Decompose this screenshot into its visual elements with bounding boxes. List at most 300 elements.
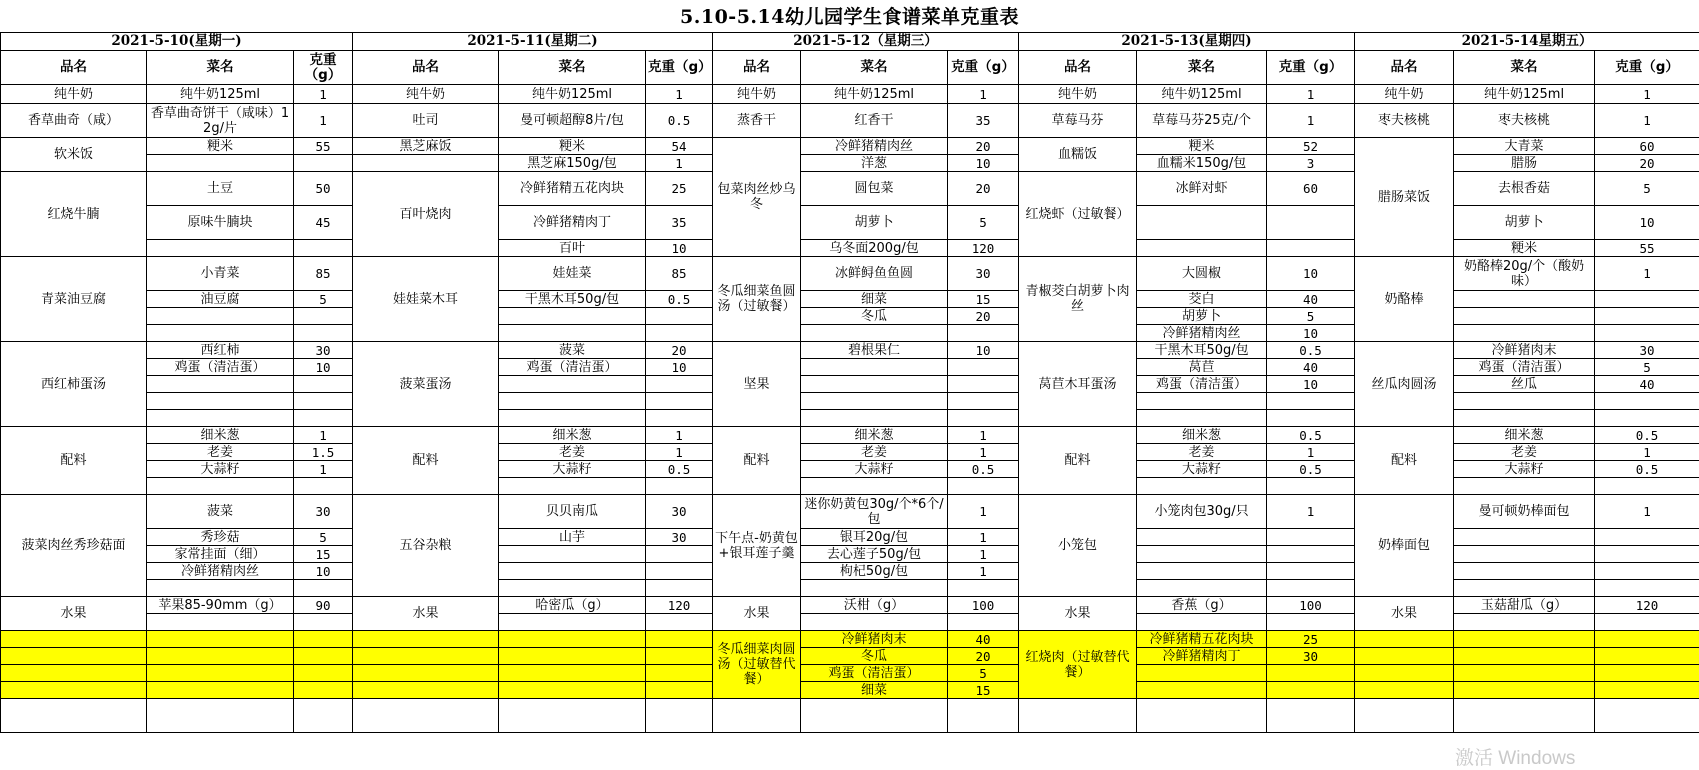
ingredient-cell [147,410,294,427]
dish-name-cell: 奶酪棒 [1355,257,1454,342]
weight-cell [1267,478,1355,495]
weight-cell [1595,325,1699,342]
weight-cell [1267,580,1355,597]
dish-header: 品名 [353,51,499,85]
ingredient-cell: 土豆 [147,172,294,206]
dish-name-cell [1019,699,1137,733]
dish-name-cell: 配料 [1355,427,1454,495]
weight-cell [948,410,1019,427]
ingredient-cell: 油豆腐 [147,291,294,308]
ingredient-cell: 细菜 [801,291,948,308]
ingredient-cell: 玉菇甜瓜（g） [1454,597,1595,614]
ingredient-cell [1137,240,1267,257]
dish-name-cell: 草莓马芬 [1019,104,1137,138]
weight-cell: 10 [948,342,1019,359]
weight-cell [948,359,1019,376]
weight-cell: 30 [646,529,713,546]
weight-cell: 100 [1267,597,1355,614]
weight-cell: 25 [646,172,713,206]
weight-cell [1267,410,1355,427]
weight-cell: 1 [948,85,1019,104]
ingredient-cell [499,563,646,580]
ingredient-cell [499,631,646,648]
dish-name-cell: 水果 [713,597,801,631]
ingredient-cell: 大蒜籽 [1137,461,1267,478]
weight-cell: 1.5 [294,444,353,461]
ingredient-cell [147,393,294,410]
weight-cell: 5 [294,291,353,308]
ingredient-cell: 圆包菜 [801,172,948,206]
weight-cell [646,631,713,648]
dish-header: 品名 [1,51,147,85]
weight-cell: 5 [948,206,1019,240]
ingredient-cell: 老姜 [147,444,294,461]
table-row [1,682,1699,699]
weight-cell: 5 [294,529,353,546]
ingredient-cell: 娃娃菜 [499,257,646,291]
ingredient-cell: 纯牛奶125ml [499,85,646,104]
weight-cell [948,393,1019,410]
ingredient-cell [499,325,646,342]
dish-name-cell: 蒸香干 [713,104,801,138]
dish-name-cell: 水果 [1,597,147,631]
weight-cell: 20 [948,172,1019,206]
weight-cell: 1 [1595,495,1699,529]
ingredient-cell: 冬瓜 [801,648,948,665]
weight-cell: 1 [1267,495,1355,529]
dish-name-cell [353,699,499,733]
ingredient-cell: 细米葱 [1454,427,1595,444]
weight-cell: 1 [1595,104,1699,138]
ingredient-cell [294,155,353,172]
ingredient-cell: 小笼肉包30g/只 [1137,495,1267,529]
ingredient-cell [499,614,646,631]
weight-cell [1267,206,1355,240]
weight-cell: 1 [646,427,713,444]
ingredient-cell [1137,393,1267,410]
table-row [1,427,1699,444]
weight-cell [1595,682,1699,699]
ingredient-cell [1454,546,1595,563]
ingredient-cell [1137,563,1267,580]
ingredient-cell: 奶酪棒20g/个（酸奶味） [1454,257,1595,291]
dish-name-cell: 纯牛奶 [1,85,147,104]
weight-cell: 40 [1595,376,1699,393]
dish-name-cell [353,648,499,665]
weight-cell: 120 [1595,597,1699,614]
dish-name-cell [1355,699,1454,733]
ingredient-cell [1454,614,1595,631]
ingredient-cell [1454,648,1595,665]
weight-cell [294,614,353,631]
ingredient-cell [147,240,294,257]
weight-cell: 40 [948,631,1019,648]
table-row [1,495,1699,529]
dish-name-cell: 黑芝麻饭 [353,138,499,155]
dish-name-cell: 冬瓜细菜鱼圆汤（过敏餐） [713,257,801,342]
weight-header: 克重（g） [646,51,713,85]
ingredient-cell: 胡萝卜 [1137,308,1267,325]
dish-name-cell: 青椒茭白胡萝卜肉丝 [1019,257,1137,342]
ingredient-cell [801,478,948,495]
weight-header: 克重（g） [1267,51,1355,85]
dish-name-cell: 丝瓜肉圆汤 [1355,342,1454,427]
ingredient-cell [1137,546,1267,563]
dish-header: 品名 [713,51,801,85]
dish-name-cell: 配料 [1,427,147,495]
ingredient-cell: 干黑木耳50g/包 [1137,342,1267,359]
ingredient-cell: 原味牛腩块 [147,206,294,240]
weight-cell: 1 [646,155,713,172]
ingredient-cell [1454,580,1595,597]
weight-cell: 55 [1595,240,1699,257]
weight-cell [1595,631,1699,648]
weight-cell [294,393,353,410]
weight-cell [1267,529,1355,546]
weight-cell [1595,699,1699,733]
weight-cell: 10 [646,240,713,257]
ingredient-cell [1137,580,1267,597]
weight-cell [1267,665,1355,682]
weight-cell: 10 [294,563,353,580]
ingredient-cell [801,376,948,393]
ingredient-cell [147,631,294,648]
weight-cell: 20 [948,308,1019,325]
ingredient-cell: 黑芝麻150g/包 [499,155,646,172]
weight-cell [1267,682,1355,699]
weight-cell: 1 [1267,444,1355,461]
ingredient-cell: 去根香菇 [1454,172,1595,206]
page-title: 5.10-5.14幼儿园学生食谱菜单克重表 [0,0,1699,32]
dish-name-cell: 包菜肉丝炒乌冬 [713,138,801,257]
dish-name-cell [1355,682,1454,699]
ingredient-cell: 丝瓜 [1454,376,1595,393]
weight-cell: 120 [948,240,1019,257]
ingredient-cell: 冷鲜猪肉末 [801,631,948,648]
ingredient-cell: 菠菜 [147,495,294,529]
weight-cell [294,410,353,427]
weight-cell: 10 [1267,325,1355,342]
dish-name-cell: 小笼包 [1019,495,1137,597]
weight-cell: 25 [1267,631,1355,648]
dish-name-cell: 五谷杂粮 [353,495,499,597]
dish-name-cell: 香草曲奇（咸） [1,104,147,138]
ingredient-cell: 贝贝南瓜 [499,495,646,529]
ingredient-cell [801,359,948,376]
weight-cell [1595,478,1699,495]
weight-cell [353,155,499,172]
weight-cell [1595,563,1699,580]
weight-cell: 20 [948,138,1019,155]
weight-cell: 30 [1267,648,1355,665]
weight-cell: 3 [1267,155,1355,172]
dish-name-cell: 莴苣木耳蛋汤 [1019,342,1137,427]
weight-cell: 20 [1595,155,1699,172]
weight-cell [948,614,1019,631]
ingredient-cell: 纯牛奶125ml [1137,85,1267,104]
ingredient-cell: 乌冬面200g/包 [801,240,948,257]
ingredient-cell: 冷鲜猪精肉丝 [801,138,948,155]
weight-cell [646,546,713,563]
weight-cell: 85 [294,257,353,291]
weight-cell: 1 [646,444,713,461]
weight-cell: 20 [646,342,713,359]
dish-header: 品名 [1019,51,1137,85]
ingredient-cell: 枸杞50g/包 [801,563,948,580]
weight-cell [646,325,713,342]
ingredient-cell: 苹果85-90mm（g） [147,597,294,614]
ingredient-cell: 鸡蛋（清洁蛋） [499,359,646,376]
table-row [1,631,1699,648]
menu-table [0,32,1699,733]
ingredient-cell [1137,682,1267,699]
dish-name-cell [1,648,147,665]
ingredient-cell: 大圆椒 [1137,257,1267,291]
ingredient-cell [147,580,294,597]
ingredient-cell: 冷鲜猪精肉丝 [1137,325,1267,342]
weight-cell: 10 [1267,376,1355,393]
ingredient-cell [499,308,646,325]
ingredient-cell: 鸡蛋（清洁蛋） [1454,359,1595,376]
weight-cell: 30 [294,495,353,529]
ingredient-cell: 香蕉（g） [1137,597,1267,614]
weight-cell: 1 [948,495,1019,529]
ingredient-cell: 粳米 [499,138,646,155]
ingredient-cell: 哈密瓜（g） [499,597,646,614]
dish-name-cell: 冬瓜细菜肉圆汤（过敏替代餐） [713,631,801,699]
weight-cell: 1 [948,427,1019,444]
weight-cell [646,410,713,427]
dish-name-cell: 吐司 [353,104,499,138]
weight-cell: 40 [1267,291,1355,308]
dish-name-cell: 纯牛奶 [1355,85,1454,104]
dish-name-cell: 水果 [1355,597,1454,631]
ingredient-cell [1137,478,1267,495]
weight-cell [1595,291,1699,308]
weight-cell: 1 [1267,104,1355,138]
weight-cell [646,580,713,597]
weight-cell [948,580,1019,597]
ingredient-cell [147,699,294,733]
weight-cell [294,240,353,257]
weight-cell [294,580,353,597]
weight-cell [948,325,1019,342]
ingredient-cell: 大蒜籽 [147,461,294,478]
ingredient-cell [499,478,646,495]
weight-cell [948,699,1019,733]
dish-name-cell: 水果 [353,597,499,631]
dish-name-cell [353,665,499,682]
dish-name-cell [1355,631,1454,648]
dish-name-cell: 红烧肉（过敏替代餐） [1019,631,1137,699]
ingredient-cell [499,546,646,563]
weight-cell: 85 [646,257,713,291]
dish-name-cell [1,699,147,733]
ingredient-cell: 洋葱 [801,155,948,172]
item-header: 菜名 [801,51,948,85]
ingredient-cell [147,648,294,665]
weight-cell: 5 [1267,308,1355,325]
table-row [1,665,1699,682]
dish-name-cell [713,699,801,733]
ingredient-cell: 老姜 [1137,444,1267,461]
weight-cell: 15 [948,682,1019,699]
ingredient-cell: 细米葱 [147,427,294,444]
weight-cell: 10 [948,155,1019,172]
weight-cell [1267,563,1355,580]
weight-cell: 0.5 [1595,427,1699,444]
weight-cell: 35 [646,206,713,240]
ingredient-cell [499,682,646,699]
weight-cell [1267,699,1355,733]
weight-cell: 1 [1595,257,1699,291]
weight-cell: 30 [646,495,713,529]
ingredient-cell [499,648,646,665]
ingredient-cell: 菠菜 [499,342,646,359]
weight-cell [1595,410,1699,427]
windows-activation-watermark: 激活 Windows [1455,743,1575,770]
weight-cell [1595,529,1699,546]
ingredient-cell [147,682,294,699]
weight-cell: 52 [1267,138,1355,155]
weight-cell: 1 [294,104,353,138]
dish-name-cell: 红烧虾（过敏餐） [1019,172,1137,257]
ingredient-cell: 冬瓜 [801,308,948,325]
ingredient-cell: 香草曲奇饼干（咸味）12g/片 [147,104,294,138]
ingredient-cell [499,393,646,410]
weight-cell [1267,240,1355,257]
dish-name-cell: 百叶烧肉 [353,172,499,257]
ingredient-cell: 纯牛奶125ml [801,85,948,104]
weight-cell [294,308,353,325]
weight-cell: 15 [948,291,1019,308]
dish-name-cell: 奶棒面包 [1355,495,1454,597]
weight-cell: 60 [1267,172,1355,206]
weight-cell [646,665,713,682]
weight-cell: 0.5 [646,291,713,308]
weight-header: 克重（g） [1595,51,1699,85]
weight-cell [294,376,353,393]
ingredient-cell [147,665,294,682]
weight-cell [294,682,353,699]
ingredient-cell [1454,699,1595,733]
ingredient-cell [801,410,948,427]
weight-cell: 10 [294,359,353,376]
dish-name-cell: 配料 [713,427,801,495]
weight-cell [1267,614,1355,631]
ingredient-cell [1454,665,1595,682]
weight-cell: 1 [948,546,1019,563]
weight-cell [1595,580,1699,597]
weight-cell: 1 [1595,444,1699,461]
ingredient-cell: 莴苣 [1137,359,1267,376]
ingredient-cell [1454,308,1595,325]
ingredient-cell [801,325,948,342]
dish-name-cell: 坚果 [713,342,801,427]
dish-name-cell: 菠菜肉丝秀珍菇面 [1,495,147,597]
ingredient-cell: 迷你奶黄包30g/个*6个/包 [801,495,948,529]
weight-cell: 54 [646,138,713,155]
weight-cell [646,614,713,631]
weight-cell: 10 [646,359,713,376]
dish-name-cell [1,665,147,682]
ingredient-cell: 纯牛奶125ml [147,85,294,104]
ingredient-cell [147,376,294,393]
weight-cell: 50 [294,172,353,206]
ingredient-cell [147,325,294,342]
ingredient-cell: 曼可顿奶棒面包 [1454,495,1595,529]
weight-cell: 120 [646,597,713,614]
date-header: 2021-5-11(星期二) [353,33,713,51]
weight-cell: 1 [1595,85,1699,104]
dish-name-cell: 纯牛奶 [353,85,499,104]
weight-header: 克重（g） [294,51,353,85]
dish-name-cell [353,682,499,699]
ingredient-cell: 西红柿 [147,342,294,359]
weight-cell: 1 [646,85,713,104]
ingredient-cell: 冷鲜猪精肉丁 [499,206,646,240]
weight-cell: 60 [1595,138,1699,155]
ingredient-cell [147,478,294,495]
weight-cell: 5 [948,665,1019,682]
date-header: 2021-5-13(星期四) [1019,33,1355,51]
weight-cell: 0.5 [646,461,713,478]
ingredient-cell: 冷鲜猪肉末 [1454,342,1595,359]
weight-cell [646,648,713,665]
ingredient-cell [1137,614,1267,631]
ingredient-cell: 老姜 [1454,444,1595,461]
weight-cell [948,478,1019,495]
dish-name-cell: 枣夫核桃 [1355,104,1454,138]
ingredient-cell [801,393,948,410]
ingredient-cell [1137,699,1267,733]
weight-cell: 0.5 [646,104,713,138]
dish-name-cell [1355,648,1454,665]
weight-cell: 0.5 [1595,461,1699,478]
weight-cell [1267,546,1355,563]
dish-name-cell: 纯牛奶 [1019,85,1137,104]
weight-cell: 90 [294,597,353,614]
ingredient-cell: 沃柑（g） [801,597,948,614]
weight-cell: 40 [1267,359,1355,376]
weight-cell: 5 [1595,172,1699,206]
ingredient-cell: 鸡蛋（清洁蛋） [801,665,948,682]
dish-name-cell: 红烧牛腩 [1,172,147,257]
ingredient-cell [1454,291,1595,308]
weight-cell [1267,393,1355,410]
ingredient-cell [1454,478,1595,495]
weight-cell [646,393,713,410]
dish-name-cell: 水果 [1019,597,1137,631]
weight-cell: 1 [1267,85,1355,104]
table-row [1,138,1699,155]
ingredient-cell [1454,410,1595,427]
ingredient-cell: 冷鲜猪精肉丁 [1137,648,1267,665]
dish-name-cell: 菠菜蛋汤 [353,342,499,427]
ingredient-cell [801,699,948,733]
weight-cell [294,478,353,495]
table-row [1,597,1699,614]
ingredient-cell: 细米葱 [1137,427,1267,444]
ingredient-cell [499,580,646,597]
date-header: 2021-5-14星期五） [1355,33,1699,51]
ingredient-cell: 鸡蛋（清洁蛋） [147,359,294,376]
weight-cell: 30 [948,257,1019,291]
dish-name-cell: 娃娃菜木耳 [353,257,499,342]
weight-cell [646,699,713,733]
dish-name-cell: 配料 [353,427,499,495]
weight-cell [1595,665,1699,682]
